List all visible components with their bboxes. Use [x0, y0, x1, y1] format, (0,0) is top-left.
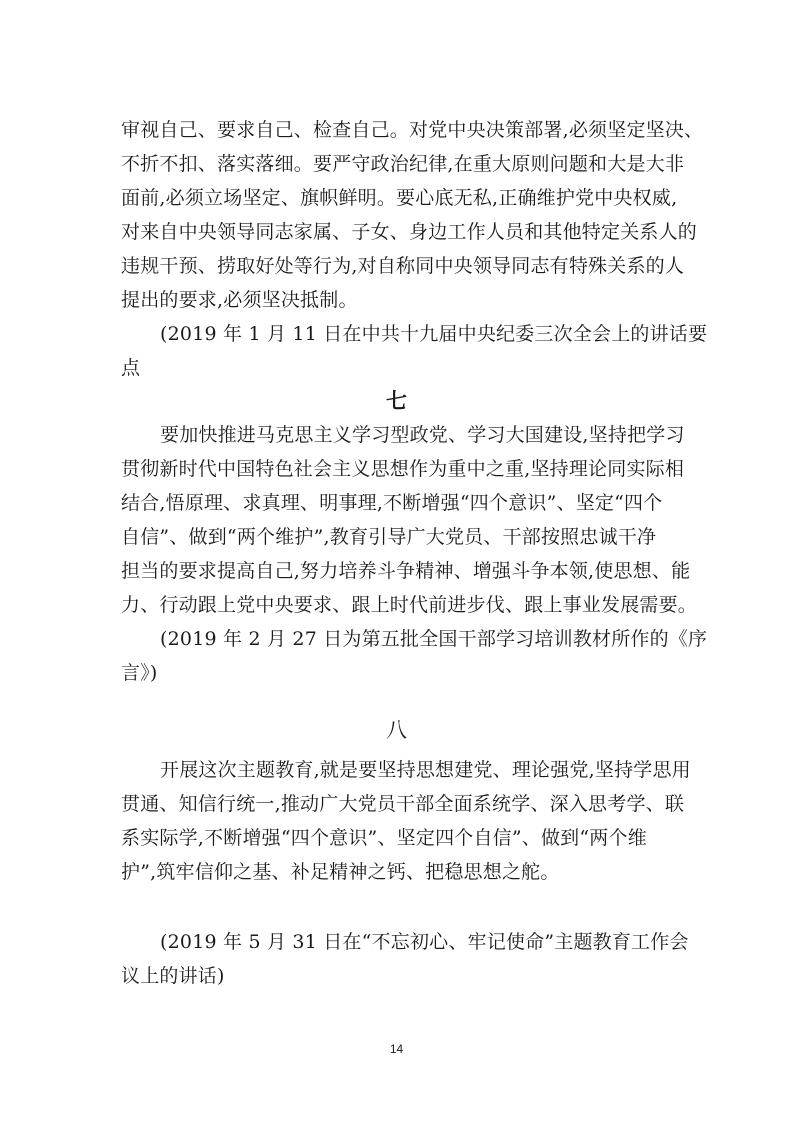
section-heading-8: 八 [386, 718, 407, 742]
body-line: 力、行动跟上党中央要求、跟上时代前进步伐、跟上事业发展需要。 [121, 594, 698, 616]
body-line: 提出的要求,必须坚决抵制。 [121, 289, 358, 311]
body-line: 系实际学,不断增强“四个意识”、坚定四个自信”、做到“两个维 [121, 827, 647, 849]
source-note: 言》) [121, 662, 158, 684]
body-line: 不折不扣、落实落细。要严守政治纪律,在重大原则问题和大是大非 [121, 153, 685, 175]
body-line: 违规干预、捞取好处等行为,对自称同中央领导同志有特殊关系的人 [121, 255, 685, 277]
source-note: (2019 年 5 月 31 日在“不忘初心、牢记使命”主题教育工作会 [160, 931, 689, 953]
body-line: 担当的要求提高自己,努力培养斗争精神、增强斗争本领,使思想、能 [121, 560, 691, 582]
source-note: 议上的讲话) [121, 965, 225, 987]
body-line: 结合,悟原理、求真理、明事理,不断增强“四个意识”、坚定“四个 [121, 492, 663, 514]
source-note: (2019 年 2 月 27 日为第五批全国干部学习培训教材所作的《序 [160, 628, 708, 650]
source-note: (2019 年 1 月 11 日在中共十九届中央纪委三次全会上的讲话要 [160, 323, 708, 345]
body-line: 贯彻新时代中国特色社会主义思想作为重中之重,坚持理论同实际相 [121, 458, 685, 480]
body-line: 对来自中央领导同志家属、子女、身边工作人员和其他特定关系人的 [121, 221, 698, 243]
body-line: 开展这次主题教育,就是要坚持思想建党、理论强党,坚持学思用 [160, 759, 691, 781]
body-line: 贯通、知信行统一,推动广大党员干部全面系统学、深入思考学、联 [121, 793, 685, 815]
body-line: 要加快推进马克思主义学习型政党、学习大国建设,坚持把学习 [160, 424, 685, 446]
source-note: 点 [121, 357, 141, 379]
section-heading-7: 七 [386, 388, 407, 413]
body-line: 自信”、做到“两个维护”,教育引导广大党员、干部按照忠诚干净 [121, 526, 657, 548]
page-number: 14 [389, 1042, 404, 1056]
body-line: 护”,筑牢信仰之基、补足精神之钙、把稳思想之舵。 [121, 861, 560, 883]
body-line: 审视自己、要求自己、检查自己。对党中央决策部署,必须坚定坚决、 [121, 119, 704, 141]
body-line: 面前,必须立场坚定、旗帜鲜明。要心底无私,正确维护党中央权威, [121, 187, 678, 209]
